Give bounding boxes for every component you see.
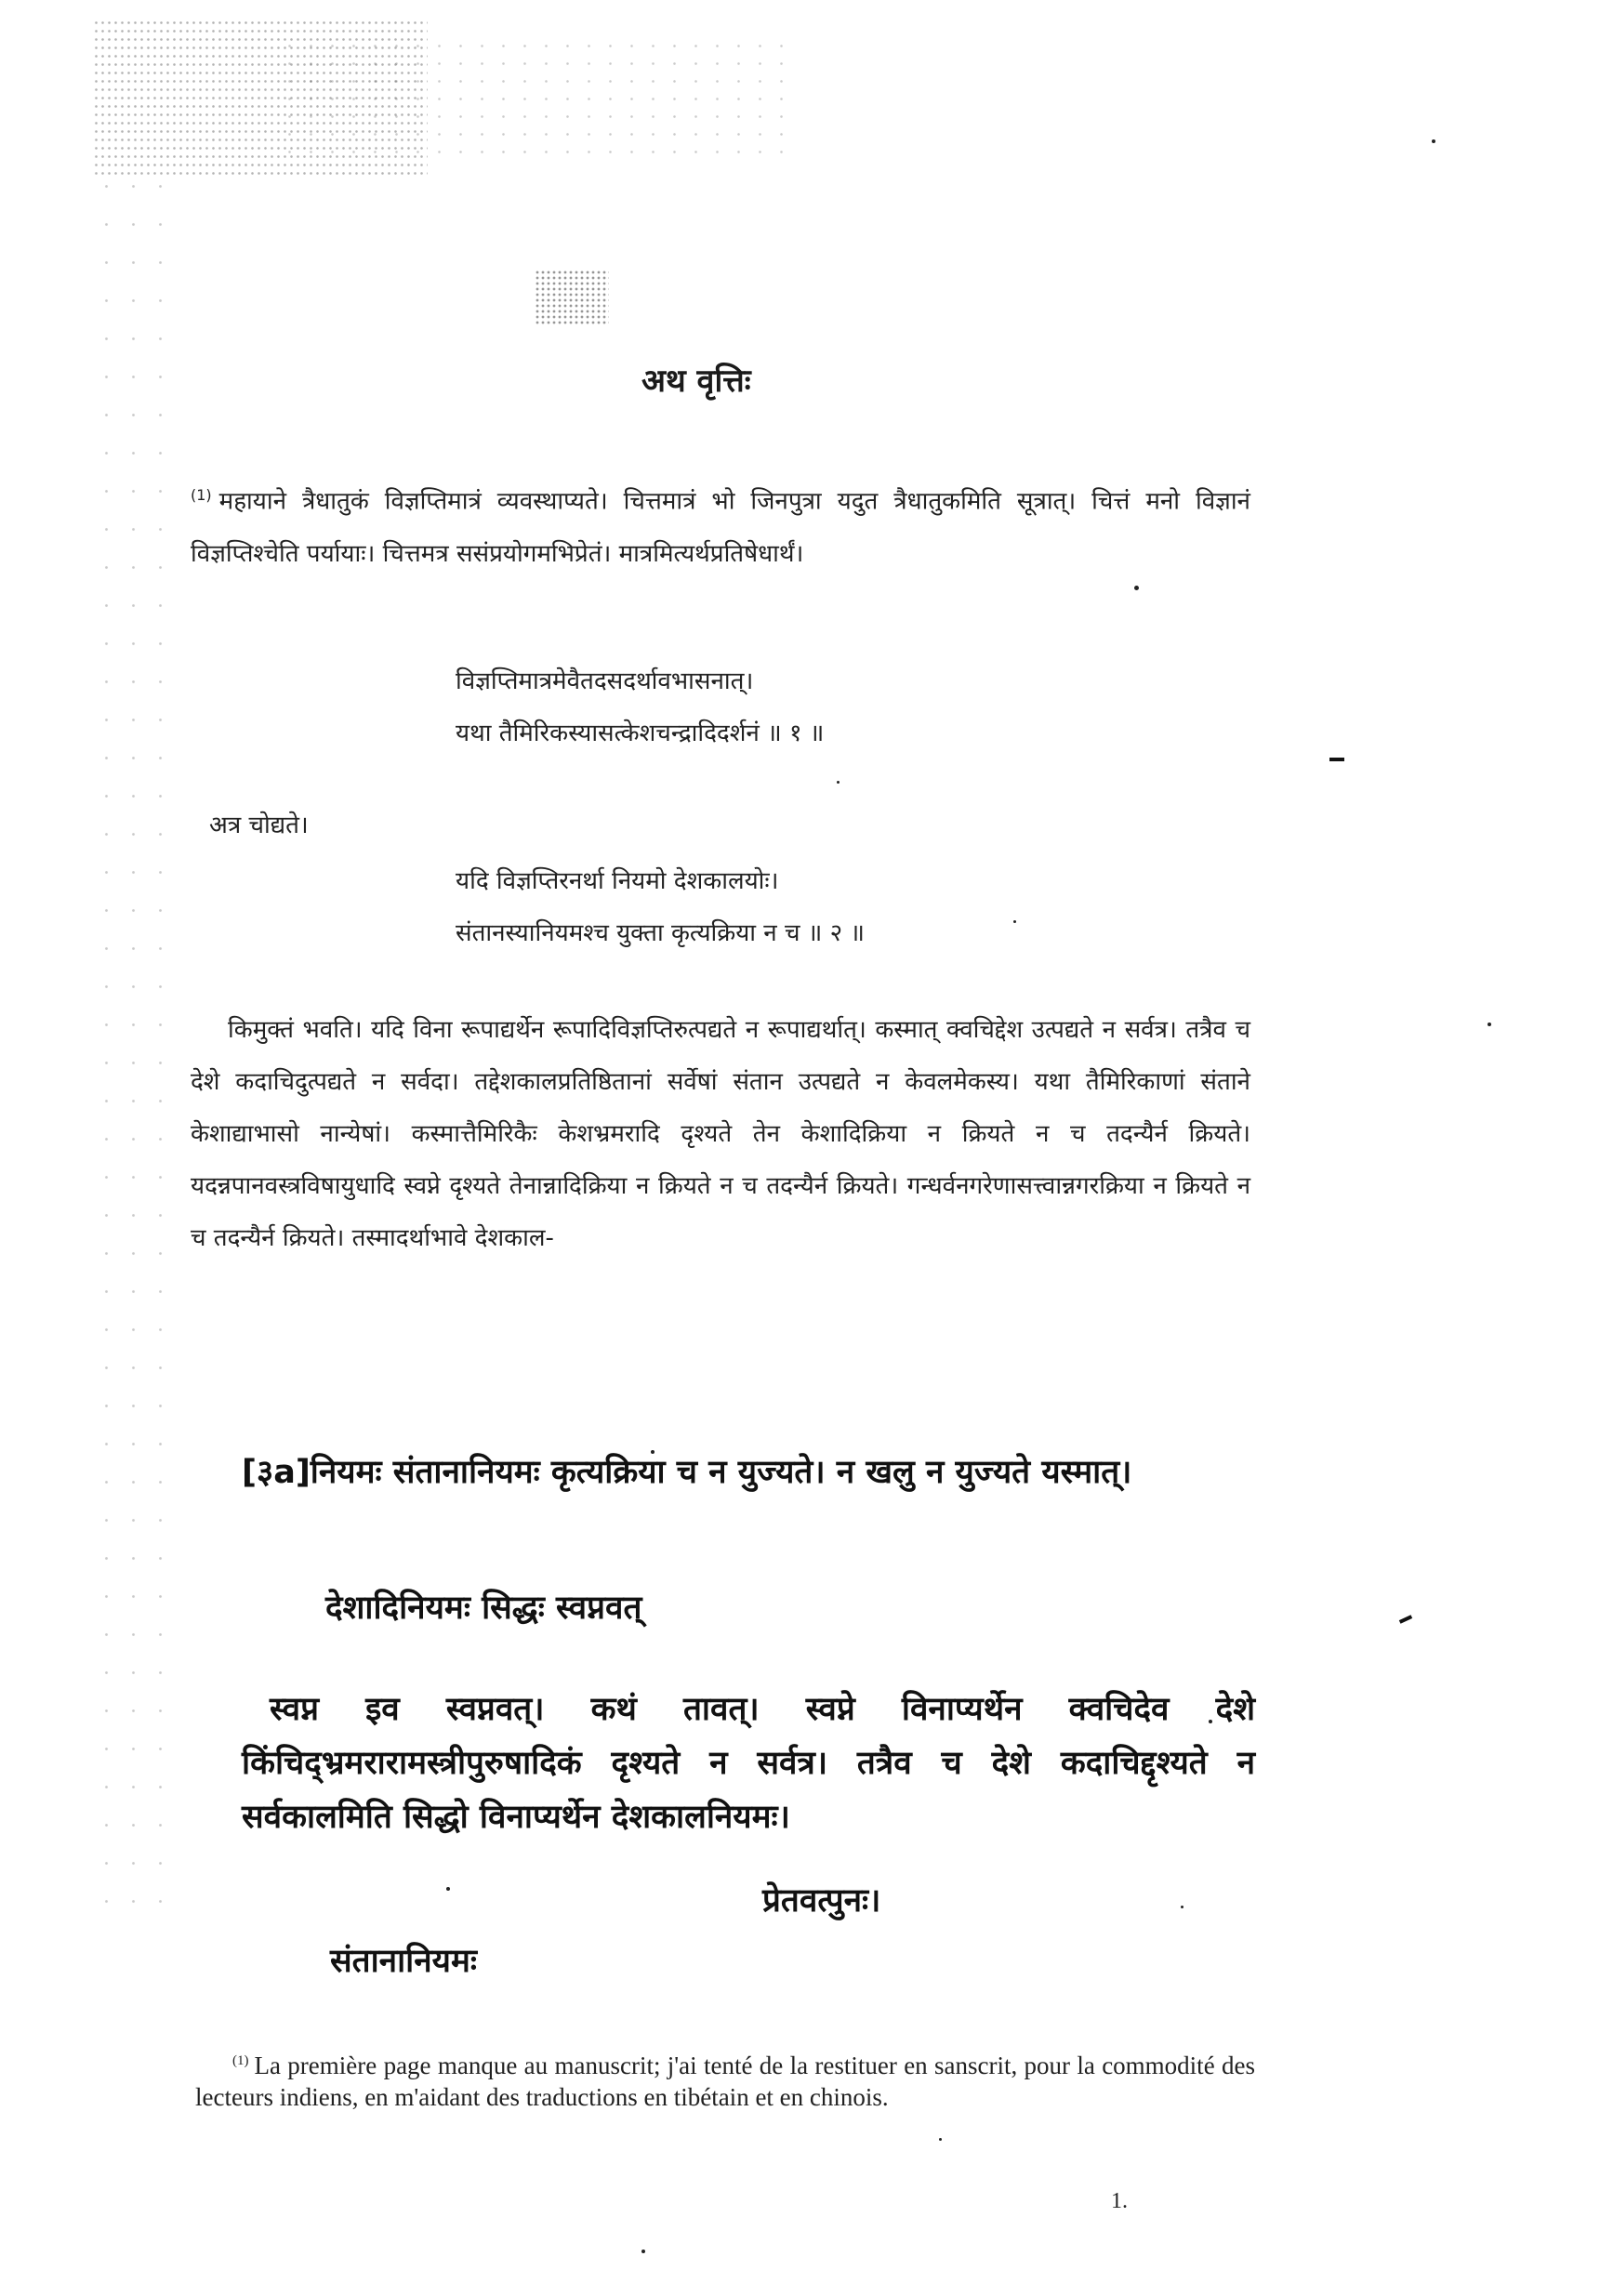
scan-noise-left-margin [93,167,177,1933]
scan-speck [446,1887,450,1891]
paragraph-text: महायाने त्रैधातुकं विज्ञप्तिमात्रं व्यवस्थाप्यते। चित्तमात्रं भो जिनपुत्रा यदुत त्रैधातुकमिति सूत्रात्। चित्तं मनो विज्ञानं विज्ञप्तिश्चेति पर्यायाः। चित्तमत्र ससंप्रयोगमभिप्रेतं। मात्रमित्यर्थप्रतिषेधार्थं। [191,487,1250,568]
commentary-paragraph-4: स्वप्न इव स्वप्नवत्। कथं तावत्। स्वप्ने विनाप्यर्थेन क्वचिदेव देशे किंचिद्भ्रमरारामस्त्रीपुरुषादिकं दृश्यते न सर्वत्र। तत्रैव च देशे कदाचिद्दृश्यते न सर्वकालमिति सिद्धो विनाप्यर्थेन देशकालनियमः। [242,1691,1255,1836]
verse-line: संतानस्यानियमश्च युक्ता कृत्यक्रिया न च ॥ २ ॥ [456,919,865,947]
footnote-text: La première page manque au manuscrit; j'ai tenté de la restituer en sanscrit, pour la commodité des lecteurs indiens, en m'aidant des traductions en tibétain et en chinois. [195,2052,1255,2111]
scan-speck [1134,586,1139,590]
ornament-smudge [535,270,609,325]
objection-intro: अत्र चोद्यते। [209,812,309,839]
scan-speck [1488,1023,1491,1026]
scan-mark [1399,1615,1412,1624]
page-number: 1. [1111,2189,1128,2213]
scan-speck [837,781,840,784]
verse-line: यदि विज्ञप्तिरनर्था नियमो देशकालयोः। [456,867,779,895]
sutra-verse-3: संतानानियमः [330,1943,477,1980]
footnote [195,2045,1255,2113]
commentary-paragraph-3: [३a]नियमः संतानानियमः कृत्यक्रिया च न युज्यते। न खलु न युज्यते यस्मात्। [242,1454,1132,1491]
sutra-verse-2: प्रेतवत्पुनः। [762,1882,881,1920]
footnote-marker: (1) [232,2053,249,2068]
scan-speck [1013,920,1016,923]
verse-2 [456,855,865,959]
scan-mark [1329,758,1344,761]
scan-speck [1432,139,1435,143]
footnote-reference: (1) [191,486,212,504]
verse-line: यथा तैमिरिकस्यासत्केशचन्द्रादिदर्शनं ॥ १ ॥ [456,719,825,747]
scan-speck [1181,1906,1183,1908]
verse-1 [456,655,824,759]
commentary-paragraph-2: किमुक्तं भवति। यदि विना रूपाद्यर्थेन रूपादिविज्ञप्तिरुत्पद्यते न रूपाद्यर्थात्। कस्मात् क्वचिद्देश उत्पद्यते न सर्वत्र। तत्रैव च देशे कदाचिदुत्पद्यते न सर्वदा। तद्देशकालप्रतिष्ठितानां सर्वेषां संतान उत्पद्यते न केवलमेकस्य। यथा तैमिरिकाणां संताने केशाद्याभासो नान्येषां। कस्मात्तैमिरिकैः केशभ्रमरादि दृश्यते तेन केशादिक्रिया न क्रियते न च तदन्यैर्न क्रियते। यदन्नपानवस्त्रविषायुधादि स्वप्ने दृश्यते तेनान्नादिक्रिया न क्रियते न च तदन्यैर्न क्रियते। गन्धर्वनगरेणासत्त्वान्नगरक्रिया न क्रियते न च तदन्यैर्न क्रियते। तस्मादर्थाभावे देशकाल- [191,1016,1250,1252]
commentary-paragraph-1 [191,469,1250,580]
scan-noise-top [279,37,800,167]
verse-line: विज्ञप्तिमात्रमेवैतदसदर्थावभासनात्। [456,667,754,695]
scan-speck [641,2250,645,2253]
sutra-verse-1: देशादिनियमः सिद्धः स्वप्नवत् [325,1590,642,1627]
section-heading: अथ वृत्तिः [641,363,751,400]
scan-speck [939,2138,942,2141]
